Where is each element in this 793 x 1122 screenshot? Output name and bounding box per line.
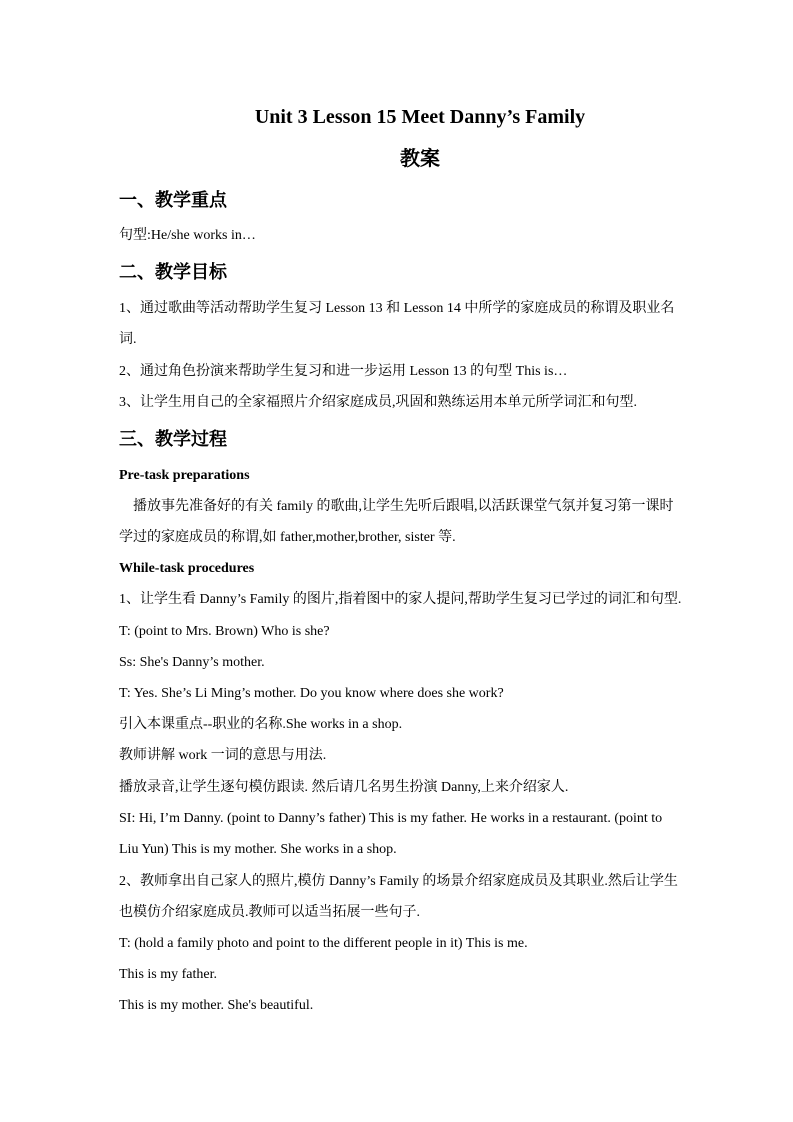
while-task-line: Ss: She's Danny’s mother.	[119, 655, 265, 670]
section-heading-key-points: 一、教学重点	[119, 190, 227, 210]
while-task-line: SI: Hi, I’m Danny. (point to Danny’s father) This is my father. He works in a restaurant. (point to	[119, 811, 663, 826]
pre-task-heading: Pre-task preparations	[119, 468, 250, 483]
while-task-line: 也模仿介绍家庭成员.教师可以适当拓展一些句子.	[119, 905, 420, 920]
while-task-line: This is my mother. She's beautiful.	[119, 998, 314, 1013]
while-task-line: T: (hold a family photo and point to the different people in it) This is me.	[119, 936, 528, 951]
while-task-line: T: Yes. She’s Li Ming’s mother. Do you know where does she work?	[119, 686, 504, 701]
objective-1: 1、通过歌曲等活动帮助学生复习 Lesson 13 和 Lesson 14 中所学的家庭成员的称谓及职业名	[119, 301, 675, 316]
while-task-line: Liu Yun) This is my mother. She works in a shop.	[119, 842, 397, 857]
section-heading-objectives: 二、教学目标	[119, 262, 227, 282]
while-task-line: T: (point to Mrs. Brown) Who is she?	[119, 624, 330, 639]
document-title: Unit 3 Lesson 15 Meet Danny’s Family	[254, 106, 586, 128]
while-task-line: 播放录音,让学生逐句模仿跟读. 然后请几名男生扮演 Danny,上来介绍家人.	[119, 780, 569, 795]
objective-3: 3、让学生用自己的全家福照片介绍家庭成员,巩固和熟练运用本单元所学词汇和句型.	[119, 395, 637, 410]
key-sentence-pattern: 句型:He/she works in…	[119, 228, 256, 243]
while-task-line: This is my father.	[119, 967, 217, 982]
while-task-line: 教师讲解 work 一词的意思与用法.	[119, 748, 327, 763]
objective-1-continued: 词.	[119, 332, 137, 347]
document-subtitle: 教案	[400, 148, 440, 170]
while-task-line: 2、教师拿出自己家人的照片,模仿 Danny’s Family 的场景介绍家庭成员及其职业.然后让学生	[119, 874, 678, 889]
pre-task-paragraph-line-1: 播放事先准备好的有关 family 的歌曲,让学生先听后跟唱,以活跃课堂气氛并复习第一课时	[133, 499, 674, 514]
section-heading-procedure: 三、教学过程	[119, 429, 227, 449]
objective-2: 2、通过角色扮演来帮助学生复习和进一步运用 Lesson 13 的句型 This is…	[119, 364, 568, 379]
while-task-line: 引入本课重点--职业的名称.She works in a shop.	[119, 717, 403, 732]
pre-task-paragraph-line-2: 学过的家庭成员的称谓,如 father,mother,brother, sister 等.	[119, 530, 456, 545]
while-task-heading: While-task procedures	[119, 561, 255, 576]
while-task-line: 1、让学生看 Danny’s Family 的图片,指着图中的家人提问,帮助学生复习已学过的词汇和句型.	[119, 592, 682, 607]
